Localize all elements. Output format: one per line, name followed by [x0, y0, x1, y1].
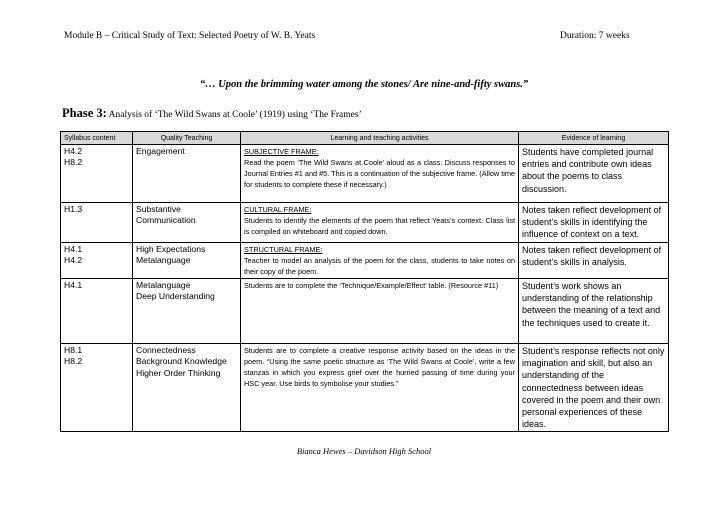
syllabus-cell: [61, 145, 133, 203]
quality-item: Substantive Communication: [136, 204, 196, 226]
table-header-row: [61, 132, 669, 145]
activity-text: Students are to complete the ‘Technique/Example/Effect’ table. (Resource #11): [244, 280, 499, 290]
quality-item: Background Knowledge: [136, 356, 227, 367]
syllabus-cell: [61, 343, 133, 431]
quality-cell: [133, 278, 241, 343]
frame-label: CULTURAL FRAME:: [244, 205, 312, 214]
phase-label: Phase 3:: [62, 106, 107, 120]
col-header-syllabus: Syllabus content: [61, 132, 133, 145]
phase-title: Analysis of ‘The Wild Swans at Coole’ (1919) using ‘The Frames’: [108, 110, 362, 120]
syllabus-code: H4.1: [64, 279, 83, 290]
evidence-cell: Notes taken reflect development of student’s skills in identifying the influence of context on a text.: [519, 203, 669, 243]
activity-text: Students to identify the elements of the poem that reflect Yeats’s context. Class list is compiled on whiteboard and copied down.: [244, 216, 515, 237]
quality-item: High Expectations: [136, 243, 206, 254]
syllabus-code: H4.1: [64, 243, 83, 254]
quality-cell: [133, 203, 241, 243]
activity-cell: [241, 278, 519, 343]
frame-label: SUBJECTIVE FRAME:: [244, 147, 319, 156]
table-row: [61, 242, 669, 278]
col-header-activities: Learning and teaching activities: [241, 132, 519, 145]
syllabus-code: H1.3: [64, 204, 83, 214]
evidence-cell: Student’s response reflects not only imagination and skill, but also an understanding of the connectedness between ideas covered in the poem and their own personal experiences of these ideas.: [519, 343, 669, 431]
activity-text: Students are to complete a creative response activity based on the ideas in the poem. “Using the same poetic structure as ‘The Wild Swans at Coole’, write a few stanzas in which you express grief over the hurried passing of time during your HSC year. Use birds to symbolise your studies.”: [244, 345, 515, 389]
quality-item: Connectedness: [136, 344, 196, 355]
table-row: [61, 145, 669, 203]
activity-cell: [241, 203, 519, 243]
quality-cell: [133, 242, 241, 278]
quality-item: Metalanguage: [136, 255, 191, 266]
footer-author: Bianca Hewes – Davidson High School: [296, 446, 432, 456]
poem-quote: “… Upon the brimming water among the stones/ Are nine-and-fifty swans.”: [199, 79, 529, 90]
evidence-cell: Students have completed journal entries and contribute own ideas about the poems to class discussion.: [519, 145, 669, 203]
evidence-cell: Student’s work shows an understanding of the relationship between the meaning of a text and the techniques used to create it.: [519, 278, 669, 343]
col-header-evidence: Evidence of learning: [519, 132, 669, 145]
activity-cell: [241, 343, 519, 431]
syllabus-code: H8.2: [64, 356, 83, 367]
frame-label: STRUCTURAL FRAME:: [244, 244, 323, 254]
quality-cell: [133, 343, 241, 431]
table-row: [61, 278, 669, 343]
quality-item: Higher Order Thinking: [136, 367, 221, 378]
activity-cell: [241, 145, 519, 203]
quality-item: Engagement: [136, 146, 185, 156]
phase-heading: [62, 106, 362, 121]
module-title: Module B – Critical Study of Text: Selected Poetry of W. B. Yeats: [64, 31, 316, 41]
quality-item: Deep Understanding: [136, 291, 215, 302]
table-row: [61, 203, 669, 243]
activity-text: Teacher to model an analysis of the poem for the class, students to take notes on their copy of the poem.: [244, 255, 515, 276]
col-header-quality: Quality Teaching: [133, 132, 241, 145]
syllabus-cell: [61, 203, 133, 243]
syllabus-code: H8.1: [64, 344, 83, 355]
quality-cell: [133, 145, 241, 203]
syllabus-code: H8.2: [64, 157, 83, 168]
syllabus-code: H4.2: [64, 146, 83, 156]
quality-item: Metalanguage: [136, 279, 191, 290]
evidence-cell: Notes taken reflect development of student’s skills in analysis.: [519, 242, 669, 278]
duration: Duration: 7 weeks: [560, 31, 630, 41]
lesson-table: [60, 131, 669, 432]
activity-cell: [241, 242, 519, 278]
syllabus-code: H4.2: [64, 255, 83, 266]
syllabus-cell: [61, 278, 133, 343]
syllabus-cell: [61, 242, 133, 278]
activity-text: Read the poem ‘The Wild Swans at Coole’ aloud as a class. Discuss responses to Journal Entries #1 and #5. This is a continuation of the subjective frame. (Allow time for students to complete these if necessary.): [244, 158, 515, 190]
table-row: [61, 343, 669, 431]
